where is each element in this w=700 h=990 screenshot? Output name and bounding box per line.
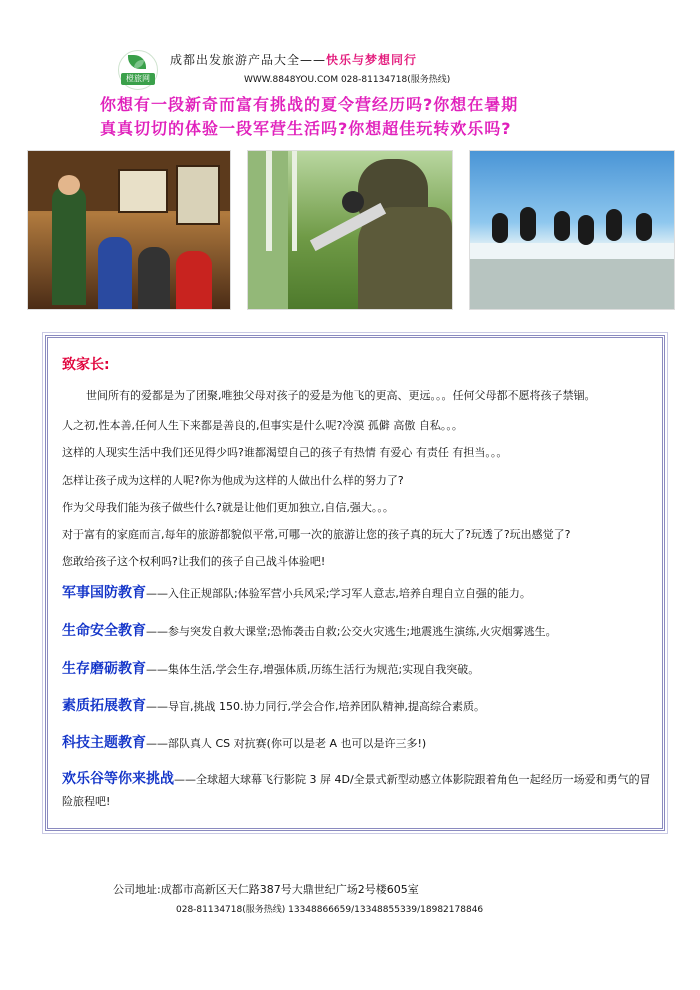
section-title: 军事国防教育 <box>62 585 146 601</box>
section-outward <box>62 694 652 719</box>
section-title: 生存磨砺教育 <box>62 661 146 677</box>
company-phones: 028-81134718(服务热线) 13348866659/13348855339/18982178846 <box>176 905 484 915</box>
section-safety <box>62 619 652 644</box>
paragraph: 人之初,性本善,任何人生下来都是善良的,但事实是什么呢?冷漠 孤僻 高傲 自私。。。 <box>62 419 463 432</box>
header-contact: WWW.8848YOU.COM 028-81134718(服务热线) <box>244 75 451 85</box>
section-desc: ——部队真人 CS 对抗赛(你可以是老 A 也可以是许三多!) <box>146 737 427 750</box>
headline-line: 你想有一段新奇而富有挑战的夏令营经历吗?你想在暑期 <box>100 95 519 114</box>
section-happy-valley <box>62 768 652 813</box>
section-desc: ——全球超大球幕飞行影院 3 屏 4D/全景式新型动感立体影院跟着角色一起经历一场爱和勇气的冒险旅程吧! <box>62 773 651 808</box>
paragraph: 您敢给孩子这个权利吗?让我们的孩子自己战斗体验吧! <box>62 555 326 568</box>
section-title: 素质拓展教育 <box>62 698 146 714</box>
letter-panel <box>45 335 665 831</box>
headline-line: 真真切切的体验一段军营生活吗?你想超佳玩转欢乐吗? <box>100 119 512 138</box>
paragraph: 世间所有的爱都是为了团聚,唯独父母对孩子的爱是为他飞的更高、更远。。。任何父母都不愿将孩子禁锢。 <box>86 389 596 402</box>
greeting: 致家长: <box>62 357 110 373</box>
section-desc: ——入住正规部队;体验军营小兵风采;学习军人意志,培养自理自立自强的能力。 <box>146 587 531 600</box>
header-title-text: 成都出发旅游产品大全—— <box>170 53 327 67</box>
section-title: 欢乐谷等你来挑战 <box>62 771 174 787</box>
photo-museum-visit <box>27 150 231 310</box>
headline <box>100 93 620 141</box>
logo-text: 橙旅网 <box>121 73 155 85</box>
section-desc: ——集体生活,学会生存,增强体质,历练生活行为规范;实现自我突破。 <box>146 663 480 676</box>
section-title: 科技主题教育 <box>62 735 146 751</box>
section-military <box>62 581 652 606</box>
section-survival <box>62 657 652 682</box>
company-logo <box>118 50 158 90</box>
paragraph: 怎样让孩子成为这样的人呢?你为他成为这样的人做出什么样的努力了? <box>62 474 404 487</box>
company-address: 公司地址:成都市高新区天仁路387号大鼎世纪广场2号楼605室 <box>113 883 419 896</box>
paragraph: 作为父母我们能为孩子做些什么?就是让他们更加独立,自信,强大。。。 <box>62 501 394 514</box>
photo-soldier-rifle <box>247 150 453 310</box>
header-slogan: 快乐与梦想同行 <box>326 53 418 67</box>
paragraph: 对于富有的家庭而言,每年的旅游都貌似平常,可哪一次的旅游让您的孩子真的玩大了?玩透了?玩出感觉了? <box>62 528 571 541</box>
section-desc: ——导盲,挑战 150.协力同行,学会合作,培养团队精神,提高综合素质。 <box>146 700 485 713</box>
section-desc: ——参与突发自救大课堂;恐怖袭击自救;公交火灾逃生;地震逃生演练,火灾烟雾逃生。 <box>146 625 557 638</box>
header <box>118 50 538 88</box>
section-tech <box>62 731 652 756</box>
section-title: 生命安全教育 <box>62 623 146 639</box>
photo-beach-jump <box>469 150 675 310</box>
paragraph: 这样的人现实生活中我们还见得少吗?谁都渴望自己的孩子有热情 有爱心 有责任 有担当。。。 <box>62 446 508 459</box>
header-title <box>170 51 417 68</box>
